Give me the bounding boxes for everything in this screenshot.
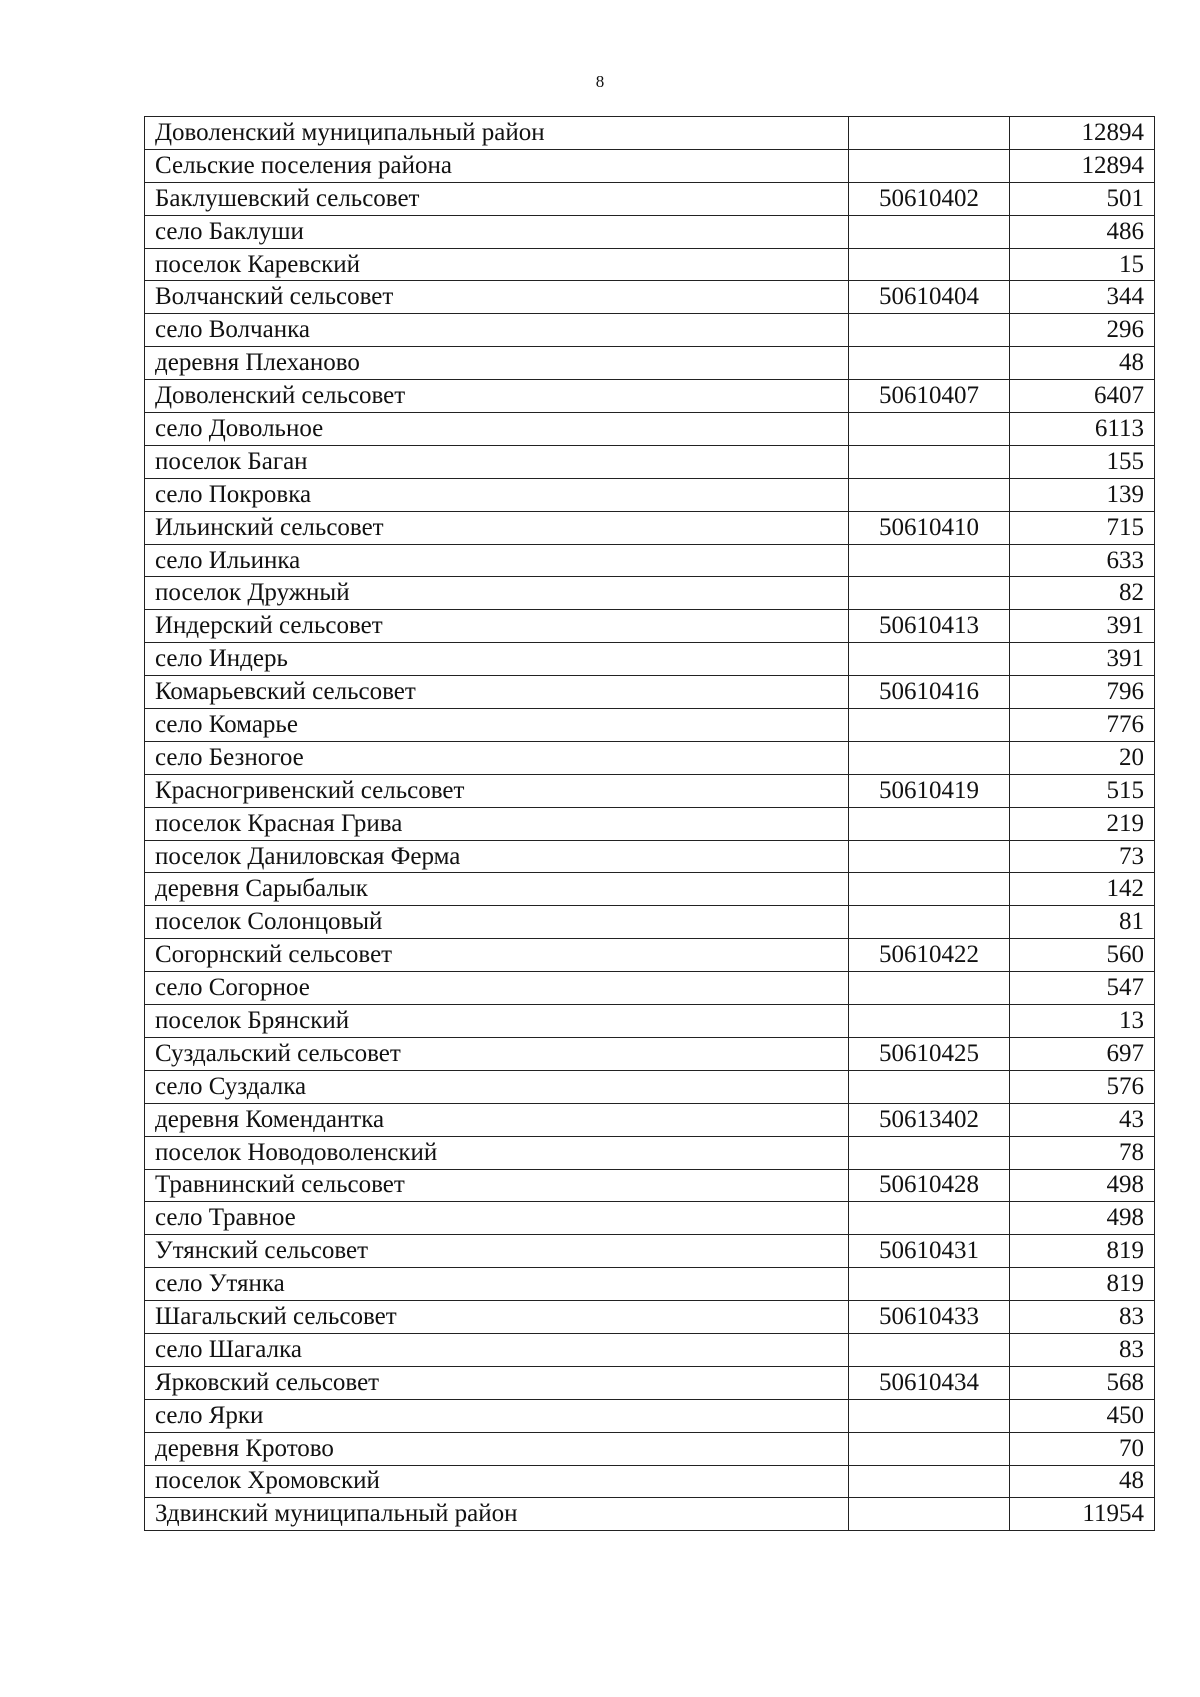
table-row	[145, 1169, 1155, 1202]
oktmo-code-cell: 50610419	[849, 774, 1010, 807]
settlement-name-cell: Суздальский сельсовет	[145, 1037, 849, 1070]
oktmo-code-cell	[849, 741, 1010, 774]
population-cell: 12894	[1010, 149, 1155, 182]
oktmo-code-cell	[849, 873, 1010, 906]
oktmo-code-cell	[849, 544, 1010, 577]
settlement-name-cell: Красногривенский сельсовет	[145, 774, 849, 807]
table-row	[145, 676, 1155, 709]
table-row	[145, 413, 1155, 446]
table-row	[145, 1037, 1155, 1070]
population-cell: 486	[1010, 215, 1155, 248]
population-cell: 142	[1010, 873, 1155, 906]
oktmo-code-cell	[849, 347, 1010, 380]
table-row	[145, 149, 1155, 182]
settlement-name-cell: Шагальский сельсовет	[145, 1301, 849, 1334]
oktmo-code-cell: 50610413	[849, 610, 1010, 643]
oktmo-code-cell	[849, 413, 1010, 446]
table-row	[145, 1103, 1155, 1136]
settlement-name-cell: Волчанский сельсовет	[145, 281, 849, 314]
oktmo-code-cell	[849, 1136, 1010, 1169]
settlement-name-cell: Доволенский муниципальный район	[145, 117, 849, 150]
table-row	[145, 873, 1155, 906]
settlement-name-cell: поселок Дружный	[145, 577, 849, 610]
oktmo-code-cell	[849, 840, 1010, 873]
table-row	[145, 1202, 1155, 1235]
settlement-name-cell: Комарьевский сельсовет	[145, 676, 849, 709]
oktmo-code-cell	[849, 478, 1010, 511]
table-row	[145, 380, 1155, 413]
table-row	[145, 577, 1155, 610]
population-cell: 139	[1010, 478, 1155, 511]
settlement-name-cell: поселок Каревский	[145, 248, 849, 281]
table-row	[145, 1399, 1155, 1432]
oktmo-code-cell	[849, 445, 1010, 478]
oktmo-code-cell: 50610407	[849, 380, 1010, 413]
table-row	[145, 544, 1155, 577]
population-cell: 697	[1010, 1037, 1155, 1070]
population-cell: 6113	[1010, 413, 1155, 446]
oktmo-code-cell: 50610433	[849, 1301, 1010, 1334]
settlement-name-cell: Здвинский муниципальный район	[145, 1498, 849, 1531]
oktmo-code-cell	[849, 643, 1010, 676]
table-row	[145, 774, 1155, 807]
settlement-name-cell: Согорнский сельсовет	[145, 939, 849, 972]
population-cell: 13	[1010, 1005, 1155, 1038]
table-body	[145, 117, 1155, 1531]
settlement-name-cell: Доволенский сельсовет	[145, 380, 849, 413]
oktmo-code-cell	[849, 117, 1010, 150]
oktmo-code-cell	[849, 1333, 1010, 1366]
table-row	[145, 906, 1155, 939]
population-table	[144, 116, 1155, 1531]
population-cell: 819	[1010, 1235, 1155, 1268]
population-cell: 498	[1010, 1169, 1155, 1202]
table-row	[145, 1005, 1155, 1038]
settlement-name-cell: село Комарье	[145, 709, 849, 742]
oktmo-code-cell	[849, 972, 1010, 1005]
oktmo-code-cell: 50610431	[849, 1235, 1010, 1268]
population-cell: 391	[1010, 643, 1155, 676]
settlement-name-cell: поселок Солонцовый	[145, 906, 849, 939]
settlement-name-cell: село Травное	[145, 1202, 849, 1235]
settlement-name-cell: поселок Брянский	[145, 1005, 849, 1038]
table-row	[145, 709, 1155, 742]
settlement-name-cell: Утянский сельсовет	[145, 1235, 849, 1268]
table-row	[145, 840, 1155, 873]
table-row	[145, 215, 1155, 248]
table-row	[145, 643, 1155, 676]
oktmo-code-cell	[849, 807, 1010, 840]
oktmo-code-cell	[849, 149, 1010, 182]
table-row	[145, 347, 1155, 380]
oktmo-code-cell: 50610410	[849, 511, 1010, 544]
population-cell: 83	[1010, 1333, 1155, 1366]
table-row	[145, 1432, 1155, 1465]
table-row	[145, 314, 1155, 347]
page-number: 8	[595, 72, 605, 91]
settlement-name-cell: поселок Красная Грива	[145, 807, 849, 840]
oktmo-code-cell	[849, 1268, 1010, 1301]
table-row	[145, 939, 1155, 972]
oktmo-code-cell: 50613402	[849, 1103, 1010, 1136]
oktmo-code-cell	[849, 215, 1010, 248]
table-row	[145, 610, 1155, 643]
settlement-name-cell: село Безногое	[145, 741, 849, 774]
oktmo-code-cell	[849, 1005, 1010, 1038]
population-cell: 73	[1010, 840, 1155, 873]
settlement-name-cell: село Ярки	[145, 1399, 849, 1432]
table-row	[145, 1366, 1155, 1399]
population-cell: 715	[1010, 511, 1155, 544]
population-cell: 43	[1010, 1103, 1155, 1136]
settlement-name-cell: Травнинский сельсовет	[145, 1169, 849, 1202]
population-cell: 48	[1010, 347, 1155, 380]
population-cell: 296	[1010, 314, 1155, 347]
population-cell: 633	[1010, 544, 1155, 577]
table-row	[145, 741, 1155, 774]
settlement-name-cell: село Волчанка	[145, 314, 849, 347]
oktmo-code-cell	[849, 1202, 1010, 1235]
settlement-name-cell: поселок Баган	[145, 445, 849, 478]
table-row	[145, 281, 1155, 314]
population-cell: 576	[1010, 1070, 1155, 1103]
table-row	[145, 117, 1155, 150]
oktmo-code-cell: 50610425	[849, 1037, 1010, 1070]
population-cell: 219	[1010, 807, 1155, 840]
settlement-name-cell: Ярковский сельсовет	[145, 1366, 849, 1399]
population-cell: 81	[1010, 906, 1155, 939]
settlement-name-cell: село Суздалка	[145, 1070, 849, 1103]
table-row	[145, 445, 1155, 478]
oktmo-code-cell	[849, 1498, 1010, 1531]
population-cell: 83	[1010, 1301, 1155, 1334]
settlement-name-cell: Индерский сельсовет	[145, 610, 849, 643]
population-cell: 501	[1010, 182, 1155, 215]
table-row	[145, 182, 1155, 215]
oktmo-code-cell	[849, 248, 1010, 281]
oktmo-code-cell: 50610416	[849, 676, 1010, 709]
settlement-name-cell: Сельские поселения района	[145, 149, 849, 182]
population-cell: 82	[1010, 577, 1155, 610]
population-cell: 568	[1010, 1366, 1155, 1399]
settlement-name-cell: село Довольное	[145, 413, 849, 446]
population-cell: 20	[1010, 741, 1155, 774]
population-cell: 547	[1010, 972, 1155, 1005]
population-cell: 776	[1010, 709, 1155, 742]
population-cell: 78	[1010, 1136, 1155, 1169]
settlement-name-cell: поселок Хромовский	[145, 1465, 849, 1498]
table-row	[145, 1301, 1155, 1334]
oktmo-code-cell: 50610422	[849, 939, 1010, 972]
table-row	[145, 972, 1155, 1005]
settlement-name-cell: Баклушевский сельсовет	[145, 182, 849, 215]
table-row	[145, 807, 1155, 840]
oktmo-code-cell	[849, 1399, 1010, 1432]
population-cell: 560	[1010, 939, 1155, 972]
population-cell: 391	[1010, 610, 1155, 643]
settlement-name-cell: деревня Кротово	[145, 1432, 849, 1465]
table-row	[145, 1465, 1155, 1498]
table-row	[145, 1268, 1155, 1301]
population-cell: 12894	[1010, 117, 1155, 150]
table-row	[145, 1333, 1155, 1366]
settlement-name-cell: село Индерь	[145, 643, 849, 676]
oktmo-code-cell: 50610402	[849, 182, 1010, 215]
table-row	[145, 511, 1155, 544]
settlement-name-cell: село Утянка	[145, 1268, 849, 1301]
settlement-name-cell: село Шагалка	[145, 1333, 849, 1366]
table-row	[145, 1070, 1155, 1103]
oktmo-code-cell: 50610434	[849, 1366, 1010, 1399]
table-row	[145, 1136, 1155, 1169]
settlement-name-cell: село Баклуши	[145, 215, 849, 248]
population-cell: 515	[1010, 774, 1155, 807]
table-row	[145, 248, 1155, 281]
oktmo-code-cell	[849, 1432, 1010, 1465]
population-cell: 15	[1010, 248, 1155, 281]
settlement-name-cell: село Согорное	[145, 972, 849, 1005]
population-cell: 70	[1010, 1432, 1155, 1465]
settlement-name-cell: село Ильинка	[145, 544, 849, 577]
settlement-name-cell: село Покровка	[145, 478, 849, 511]
oktmo-code-cell	[849, 906, 1010, 939]
population-cell: 48	[1010, 1465, 1155, 1498]
settlement-name-cell: Ильинский сельсовет	[145, 511, 849, 544]
settlement-name-cell: поселок Новодоволенский	[145, 1136, 849, 1169]
population-cell: 450	[1010, 1399, 1155, 1432]
oktmo-code-cell: 50610404	[849, 281, 1010, 314]
settlement-name-cell: деревня Плеханово	[145, 347, 849, 380]
population-cell: 819	[1010, 1268, 1155, 1301]
oktmo-code-cell	[849, 314, 1010, 347]
table-row	[145, 1498, 1155, 1531]
table-row	[145, 1235, 1155, 1268]
settlement-name-cell: деревня Сарыбалык	[145, 873, 849, 906]
population-cell: 6407	[1010, 380, 1155, 413]
population-cell: 155	[1010, 445, 1155, 478]
settlement-name-cell: поселок Даниловская Ферма	[145, 840, 849, 873]
oktmo-code-cell	[849, 1465, 1010, 1498]
oktmo-code-cell	[849, 709, 1010, 742]
settlement-name-cell: деревня Комендантка	[145, 1103, 849, 1136]
oktmo-code-cell: 50610428	[849, 1169, 1010, 1202]
oktmo-code-cell	[849, 1070, 1010, 1103]
population-cell: 11954	[1010, 1498, 1155, 1531]
population-cell: 344	[1010, 281, 1155, 314]
oktmo-code-cell	[849, 577, 1010, 610]
table-row	[145, 478, 1155, 511]
population-cell: 498	[1010, 1202, 1155, 1235]
population-cell: 796	[1010, 676, 1155, 709]
